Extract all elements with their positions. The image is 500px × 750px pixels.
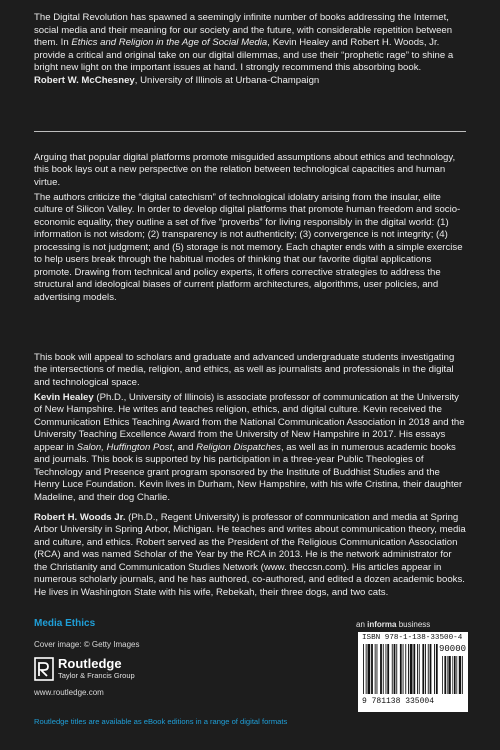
endorsement-quote xyxy=(34,12,466,75)
publisher-name: Routledge xyxy=(58,656,122,671)
author-name: Kevin Healey xyxy=(34,391,94,403)
bio-text: , and xyxy=(172,441,197,453)
isbn-text: ISBN 978-1-138-33500-4 xyxy=(362,634,463,642)
price-code: 90000 xyxy=(439,644,467,654)
informa-post: business xyxy=(396,620,431,629)
bio-text: (Ph.D., Regent University) is professor of communication and media at Spring Arbor University in Spring Arbor, Michigan. He teaches and writes about communication theory, media and culture, and ethics. Robert served as the President of the Religious Communication Association (RCA) and was named Scholar of the Year by the RCA in 2013. He is the network administrator for the Christianity and Communication Studies Network (www. theccsn.com). His articles appear in numerous scholarly journals, and he has authored, co-authored, and edited a dozen academic books. He lives in Washington State with his wife, Rebekah, their three dogs, and two cats. xyxy=(34,511,466,598)
endorsement-text: The Digital Revolution has spawned a seemingly infinite number of books addressing the Internet, social media and their meaning for our society and the future, with considerable repetition between them. In xyxy=(34,12,453,48)
separator-line xyxy=(34,131,466,132)
bio-text: , as well as in numerous academic books and journals. This book is supported by his participation in a three-year Public Theologies of Technology and Presence grant program sponsored by the Institute of Buddhist Studies and the Henry Luce Foundation. Kevin lives in Durham, New Hampshire, with his wife Cristina, their daughter Madeline, and their dog Charlie. xyxy=(34,441,463,503)
endorsement-attribution xyxy=(34,75,466,88)
description-paragraph-2: The authors criticize the “digital catechism” of technological idolatry arising from the insular, elite culture of Silicon Valley. In order to develop digital platforms that promote human freedom and socio-economic equality, they outline a set of five “proverbs” for living responsibly in the digital world: (1) information is not wisdom; (2) transparency is not authenticity; (3) convergence is not integrity; (4) processing is not judgment; and (5) storage is not memory. Each chapter ends with a simple exercise to help users break through the habitual modes of thinking that our favorite digital applications promote. Drawing from technical and policy experts, it offers corrective strategies to address the structural and ideological biases of current platform architectures, algorithms, user policies, and advertising models. xyxy=(34,191,463,303)
description-paragraph-1: Arguing that popular digital platforms promote misguided assumptions about ethics and technology, this book lays out a new perspective on the relation between technological capacities and human virtue. xyxy=(34,151,456,188)
book-title: Ethics and Religion in the Age of Social Media xyxy=(71,37,268,48)
endorser-name: Robert W. McChesney xyxy=(34,74,135,86)
endorsement-text-end: , Kevin Healey and Robert H. Woods, Jr. provide a critical and original take on our digital dilemmas, and use their “prophetic rage” to shine a bright new light on the important issues at hand. I strongly recommend this absorbing book. xyxy=(34,37,454,73)
ebook-footer-note: Routledge titles are available as eBook editions in a range of digital formats xyxy=(34,717,288,726)
routledge-logo-icon xyxy=(34,657,54,681)
bio-italic-publications: Salon, Huffington Post xyxy=(76,441,173,453)
informa-brand: informa xyxy=(367,620,397,629)
series-name: Media Ethics xyxy=(34,618,96,629)
publisher-logo xyxy=(34,657,135,681)
cover-credit: Cover image: © Getty Images xyxy=(34,640,140,649)
barcode-box xyxy=(358,632,468,712)
informa-pre: an xyxy=(356,620,368,629)
author-name: Robert H. Woods Jr. xyxy=(34,511,126,523)
endorser-affiliation: , University of Illinois at Urbana-Champaign xyxy=(134,74,320,86)
endorsement xyxy=(34,12,466,87)
bio-italic-publication: Religion Dispatches xyxy=(196,441,281,453)
author-bio-woods xyxy=(34,512,466,600)
author-bio-healey xyxy=(34,392,466,505)
description-paragraph-3: This book will appeal to scholars and graduate and advanced undergraduate students investigating the intersections of media, religion, and ethics, as well as journalists and professionals in the digital and technological space. xyxy=(34,351,455,388)
bio-text: (Ph.D., University of Illinois) is associate professor of communication at the University of New Hampshire. He writes and teaches religion, ethics, and digital culture. Kevin received the Communication Ethics Teaching Award from the National Communication Association in 2018 and the University Teaching Excellence Award from the University of New Hampshire in 2017. His essays appear in xyxy=(34,391,465,453)
barcode-digits: 9 781138 335004 xyxy=(362,697,435,706)
publisher-group: Taylor & Francis Group xyxy=(58,671,135,680)
publisher-website: www.routledge.com xyxy=(34,688,104,697)
informa-tagline xyxy=(356,620,430,629)
